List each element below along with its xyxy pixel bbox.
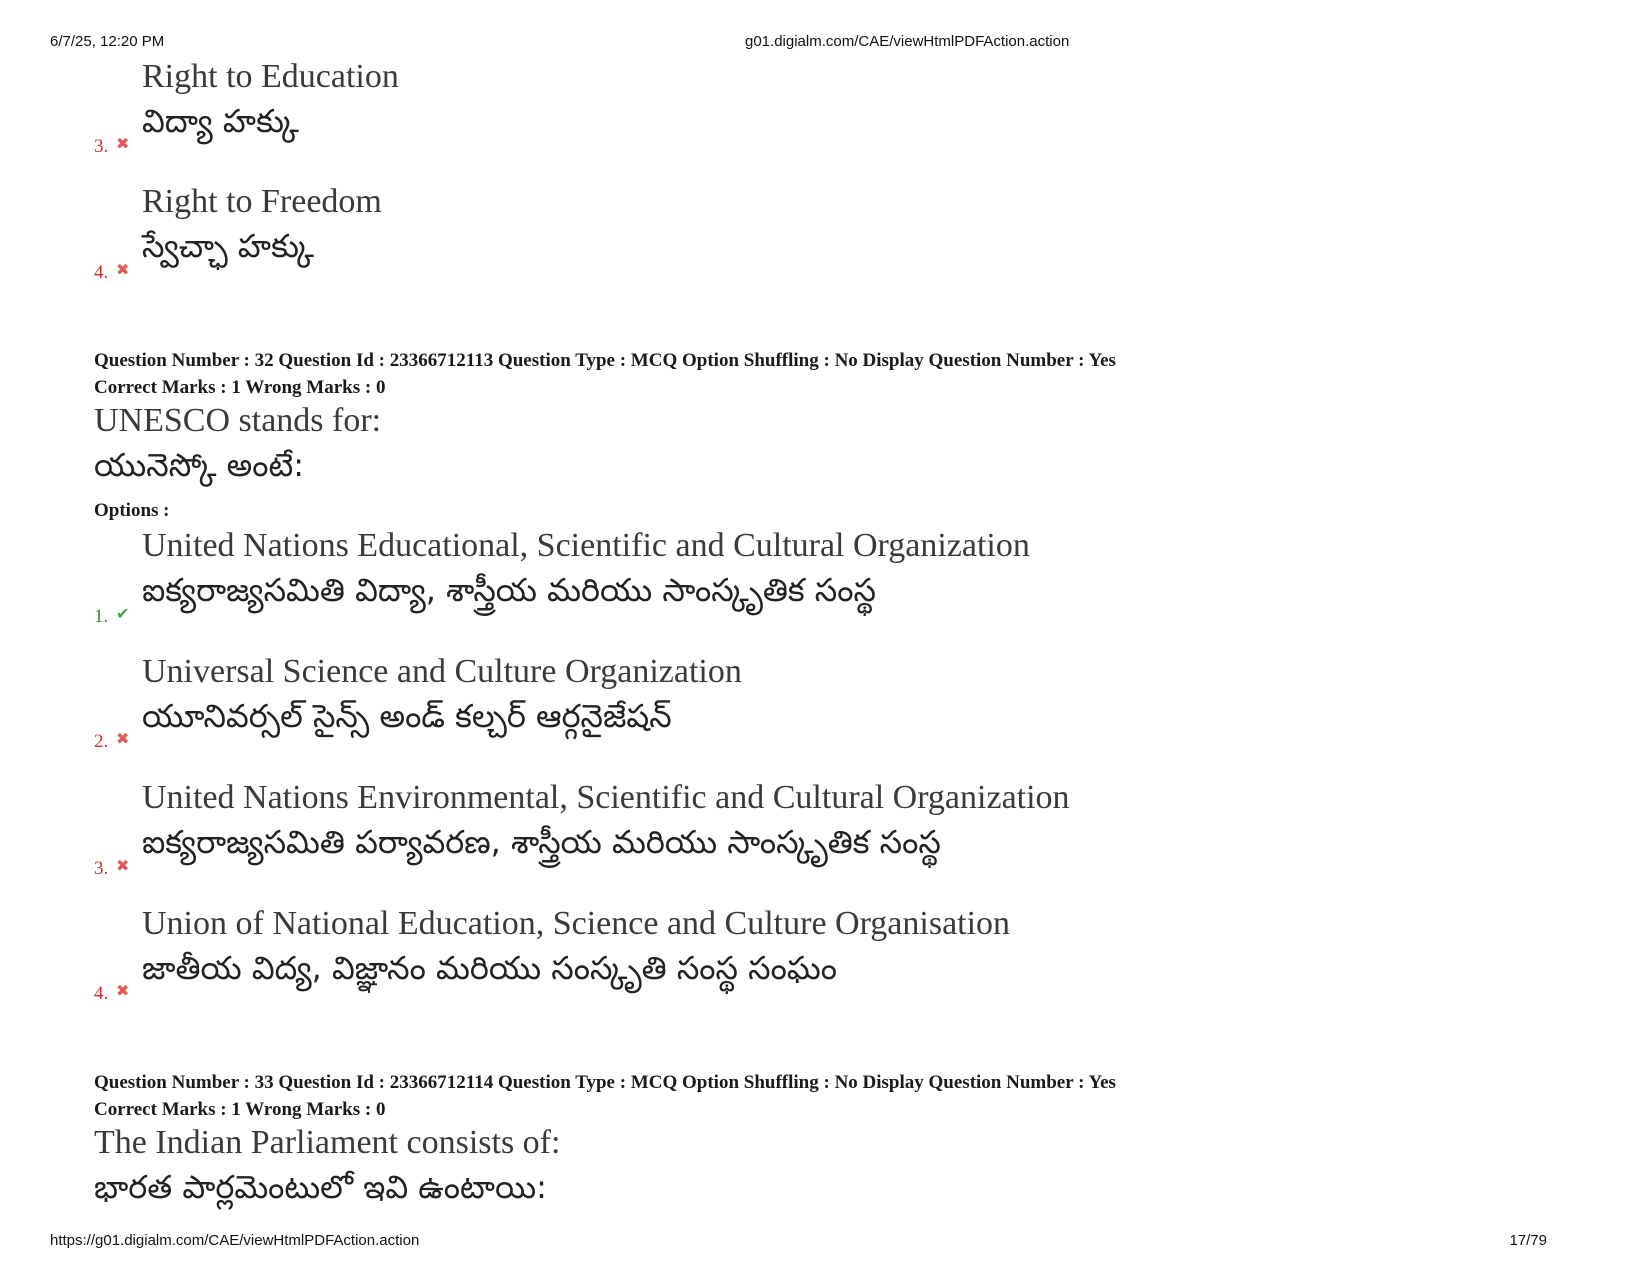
question-33-meta: Question Number : 33 Question Id : 23366712114 Question Type : MCQ Option Shuffling : No Display Question Number : Yes — [94, 1072, 1116, 1093]
option-text-en: United Nations Environmental, Scientific and Cultural Organization — [142, 779, 1070, 816]
option-text-en: Right to Education — [142, 58, 399, 95]
option-text-te: జాతీయ విద్య, విజ్ఞానం మరియు సంస్కృతి సంస్థ సంఘం — [142, 949, 837, 987]
cross-mark-icon: ✖ — [116, 260, 130, 279]
cross-mark-icon: ✖ — [116, 134, 130, 153]
print-datetime: 6/7/25, 12:20 PM — [50, 33, 165, 50]
option-number: 2. — [94, 731, 109, 752]
question-33-text-te: భారత పార్లమెంటులో ఇవి ఉంటాయి: — [94, 1168, 547, 1206]
option-number: 4. — [94, 262, 109, 283]
print-header-url: g01.digialm.com/CAE/viewHtmlPDFAction.action — [745, 33, 1070, 50]
option-text-en: United Nations Educational, Scientific and Cultural Organization — [142, 527, 1030, 564]
question-33-marks: Correct Marks : 1 Wrong Marks : 0 — [94, 1099, 386, 1120]
option-text-en: Universal Science and Culture Organization — [142, 653, 742, 690]
cross-mark-icon: ✖ — [116, 981, 130, 1000]
question-33-text-en: The Indian Parliament consists of: — [94, 1124, 561, 1161]
option-text-en: Union of National Education, Science and Culture Organisation — [142, 905, 1011, 942]
option-number: 4. — [94, 983, 109, 1004]
option-text-te: విద్యా హక్కు — [142, 102, 299, 140]
question-32-marks: Correct Marks : 1 Wrong Marks : 0 — [94, 377, 386, 398]
option-number: 3. — [94, 136, 109, 157]
check-mark-icon: ✔ — [116, 604, 130, 623]
option-number: 1. — [94, 606, 109, 627]
option-number: 3. — [94, 858, 109, 879]
option-text-en: Right to Freedom — [142, 183, 382, 220]
options-label: Options : — [94, 500, 170, 521]
option-text-te: ఐక్యరాజ్యసమితి విద్యా, శాస్త్రీయ మరియు సాంస్కృతిక సంస్థ — [142, 571, 876, 609]
question-32-meta: Question Number : 32 Question Id : 23366712113 Question Type : MCQ Option Shuffling : No Display Question Number : Yes — [94, 350, 1116, 371]
print-footer-url: https://g01.digialm.com/CAE/viewHtmlPDFAction.action — [50, 1232, 420, 1249]
page-number: 17/79 — [1509, 1232, 1547, 1249]
cross-mark-icon: ✖ — [116, 856, 130, 875]
option-text-te: స్వేచ్ఛా హక్కు — [142, 227, 314, 265]
option-text-te: యూనివర్సల్ సైన్స్ అండ్ కల్చర్ ఆర్గనైజేషన్ — [142, 697, 672, 735]
cross-mark-icon: ✖ — [116, 729, 130, 748]
question-32-text-te: యునెస్కో అంటే: — [94, 446, 304, 484]
option-text-te: ఐక్యరాజ్యసమితి పర్యావరణ, శాస్త్రీయ మరియు సాంస్కృతిక సంస్థ — [142, 823, 941, 861]
question-32-text-en: UNESCO stands for: — [94, 402, 382, 439]
